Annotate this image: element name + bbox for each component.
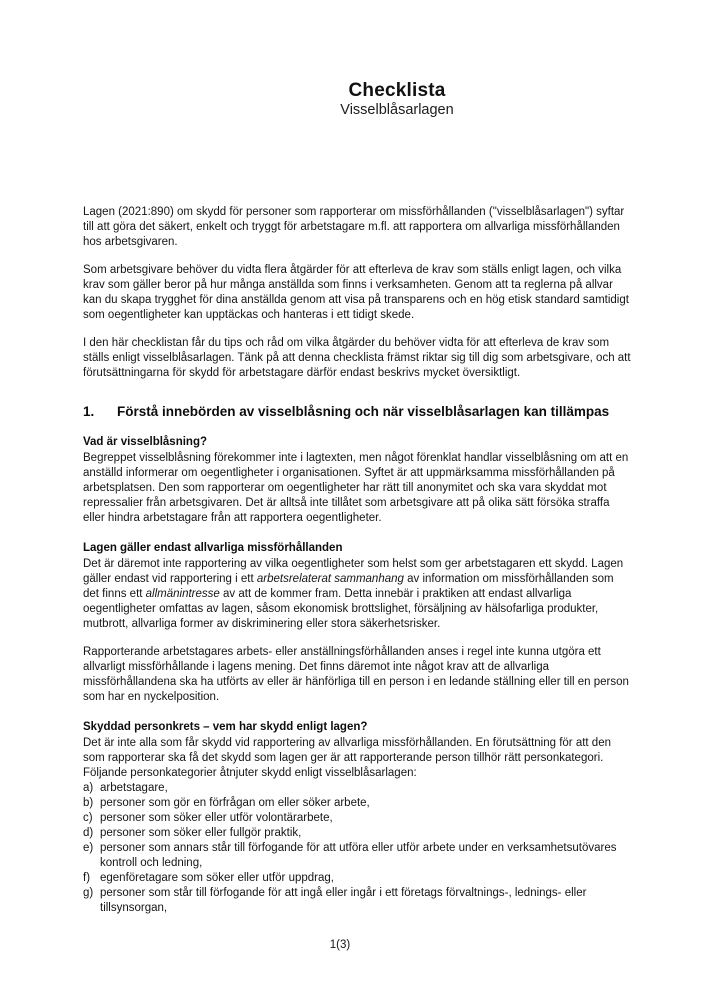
- list-marker: e): [83, 842, 94, 854]
- title-block: [162, 80, 632, 119]
- intro-paragraph-3: I den här checklistan får du tips och råd om vilka åtgärder du behöver vidta för att efterleva de krav som ställs enligt visselblåsarlagen. Tänk på att denna checklista främst riktar sig till dig som arbetsgivare, och att förutsättningarna för skydd för arbetstagare därför endast beskrivs mycket översiktligt.: [83, 337, 631, 379]
- subheading-skyddad-personkrets: Skyddad personkrets – vem har skydd enligt lagen?: [83, 721, 368, 733]
- paragraph-skyddad-personkrets: Det är inte alla som får skydd vid rapportering av allvarliga missförhållanden. En förutsättning för att den som rapporterar ska få det skydd som lagen ger är att rapporterande person tillhör rätt personkategori. Följande personkategorier åtnjuter skydd enligt visselblåsarlagen:: [83, 737, 611, 779]
- section-number: 1.: [83, 404, 95, 419]
- run-normal: Det är däremot inte rapportering av vilka oegentligheter som helst som ger arbetstagaren ett skydd. Lagen gäller endast vid rapportering i ett: [83, 558, 624, 585]
- intro-paragraph-2: Som arbetsgivare behöver du vidta flera åtgärder för att efterleva de krav som ställs enligt lagen, och vilka krav som gäller beror på hur många anställda som finns i verksamheten. Genom att ta reglerna på allvar kan du skapa trygghet för dina anställda genom att visa på transparens och en hög etisk standard samtidigt som oegentligheter kan upptäckas och hanteras i ett tidigt skede.: [83, 264, 629, 321]
- intro-paragraph-1: Lagen (2021:890) om skydd för personer som rapporterar om missförhållanden ("visselblåsarlagen") syftar till att göra det säkert, enkelt och tryggt för arbetstagare m.fl. att rapportera om allvarliga missförhållanden hos arbetsgivaren.: [83, 206, 625, 248]
- list-text: personer som står till förfogande för att ingå eller ingår i ett företags förvaltnings-, lednings- eller tillsynsorgan,: [100, 887, 587, 914]
- subheading-vad-ar-visselblasning: Vad är visselblåsning?: [83, 436, 207, 448]
- list-marker: f): [83, 872, 91, 884]
- list-item-f: [83, 871, 632, 886]
- list-text: personer som söker eller utför volontärarbete,: [100, 812, 333, 824]
- list-item-a: [83, 781, 632, 796]
- page-subtitle: Visselblåsarlagen: [340, 102, 454, 118]
- list-text: egenföretagare som söker eller utför uppdrag,: [100, 872, 334, 884]
- run-italic-allmanintresse: allmänintresse: [145, 588, 220, 600]
- page-title: Checklista: [348, 80, 446, 101]
- list-text: personer som annars står till förfogande för att utföra eller utför arbete under en verksamhetsutövares kontroll och ledning,: [100, 842, 617, 869]
- list-text: personer som gör en förfrågan om eller söker arbete,: [100, 797, 370, 809]
- paragraph-rapporterande: Rapporterande arbetstagares arbets- eller anställningsförhållanden anses i regel inte kunna utgöra ett allvarligt missförhållande i lagens mening. Det finns däremot inte något krav att de allvarliga missförhållandena ska ha utförts av eller är hänförliga till en person i en ledande ställning eller till en person som har en nyckelposition.: [83, 646, 629, 703]
- list-marker: g): [83, 887, 94, 899]
- list-marker: d): [83, 827, 94, 839]
- list-item-c: [83, 811, 632, 826]
- run-italic-arbetsrelaterat: arbetsrelaterat sammanhang: [256, 573, 404, 585]
- section-1-heading: [83, 404, 632, 420]
- list-item-b: [83, 796, 632, 811]
- text-column: [83, 0, 632, 916]
- page-number: 1(3): [329, 939, 351, 951]
- list-item-e: [83, 841, 632, 871]
- section-heading-text: Förstå innebörden av visselblåsning och när visselblåsarlagen kan tillämpas: [117, 404, 610, 419]
- person-category-list: [83, 781, 632, 916]
- paragraph-lagen-galler: [83, 557, 632, 632]
- run-normal: av information om missförhållanden som det finns ett: [83, 573, 614, 600]
- list-item-g: [83, 886, 632, 916]
- list-marker: c): [83, 812, 93, 824]
- list-text: arbetstagare,: [100, 782, 168, 794]
- paragraph-vad-ar-visselblasning: Begreppet visselblåsning förekommer inte i lagtexten, men något förenklat handlar visselblåsning om att en anställd informerar om oegentligheter i organisationen. Syftet är att uppmärksamma missförhållanden på arbetsplatsen. Den som rapporterar om oegentligheter har rätt till anonymitet och ska vara skyddat mot repressalier från arbetsgivaren. Det är alltså inte tillåtet som arbetsgivare att på olika sätt försöka straffa eller hindra arbetstagare från att rapportera oegentligheter.: [83, 452, 629, 524]
- run-normal: av att de kommer fram. Detta innebär i praktiken att endast allvarliga oegentligheter omfattas av lagen, såsom ekonomisk brottslighet, försäljning av hälsofarliga produkter, mutbrott, allvarliga former av diskriminering eller stora säkerhetsrisker.: [83, 588, 599, 630]
- list-item-d: [83, 826, 632, 841]
- list-text: personer som söker eller fullgör praktik,: [100, 827, 302, 839]
- list-marker: a): [83, 782, 94, 794]
- list-marker: b): [83, 797, 94, 809]
- subheading-lagen-galler: Lagen gäller endast allvarliga missförhållanden: [83, 542, 343, 554]
